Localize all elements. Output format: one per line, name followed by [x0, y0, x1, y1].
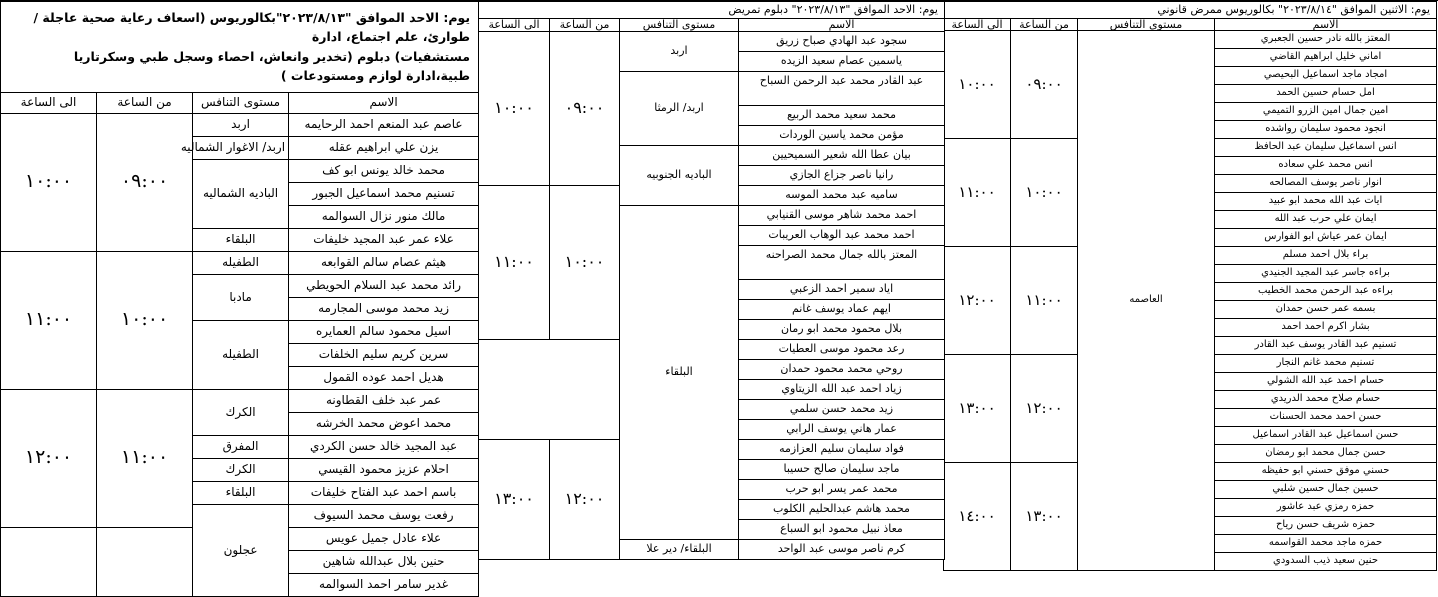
name-cell: اياد سمير احمد الزعبي — [739, 279, 945, 299]
from-cell: ١١:٠٠ — [1011, 247, 1078, 355]
name-cell: ايمان علي حرب عبد الله — [1215, 211, 1437, 229]
name-cell: محمد خالد يونس ابو كف — [289, 159, 479, 182]
name-cell: يزن علي ابراهيم عقله — [289, 136, 479, 159]
to-cell: ١٣:٠٠ — [944, 355, 1011, 463]
name-cell: بلال محمود محمد ابو رمان — [739, 319, 945, 339]
name-cell: عبد المجيد خالد حسن الكردي — [289, 435, 479, 458]
level-cell: اربد — [193, 113, 289, 136]
name-cell: حنين بلال عبدالله شاهين — [289, 550, 479, 573]
from-cell: ١٠:٠٠ — [1011, 139, 1078, 247]
level-cell: البلقاء/ دير علا — [620, 539, 739, 559]
from-cell: ١٠:٠٠ — [97, 251, 193, 389]
name-cell: حسين جمال حسين شلبي — [1215, 481, 1437, 499]
section-a-header-line1: يوم: الاحد الموافق "٢٠٢٣/٨/١٣"بكالوريوس (اسعاف رعاية صحية عاجلة / طوارئ، علم اجتماع، ادارة — [33, 10, 471, 45]
name-cell: احلام عزيز محمود القيسي — [289, 458, 479, 481]
name-cell: تسنيم محمد غانم النجار — [1215, 355, 1437, 373]
name-cell: حسن احمد محمد الحسنات — [1215, 409, 1437, 427]
name-cell: ايات عبد الله محمد ابو عبيد — [1215, 193, 1437, 211]
name-cell: فواد سليمان سليم العزازمه — [739, 439, 945, 459]
name-cell: كرم ناصر موسى عبد الواحد — [739, 539, 945, 559]
name-cell: بشار اكرم احمد احمد — [1215, 319, 1437, 337]
section-a-table — [0, 1, 479, 597]
name-cell: انوار ناصر يوسف المصالحه — [1215, 175, 1437, 193]
name-cell: رائد محمد عبد السلام الحويطي — [289, 274, 479, 297]
name-cell: ياسمين عصام سعيد الزيده — [739, 51, 945, 71]
name-cell: رفعت يوسف محمد السيوف — [289, 504, 479, 527]
col-to: الى الساعة — [479, 18, 550, 31]
section-a-header-line2: مستشفيات) دبلوم (تخدير وانعاش، احصاء وسجل طبي وسكرتاريا طبية،ادارة لوازم ومستودعات ) — [73, 48, 471, 84]
name-cell: بيان عطا الله شعير السميحيين — [739, 145, 945, 165]
name-cell: روحي محمد محمود حمدان — [739, 359, 945, 379]
to-cell: ١١:٠٠ — [944, 139, 1011, 247]
name-cell: علاء عادل جميل عويس — [289, 527, 479, 550]
col-level: مستوى التنافس — [1078, 18, 1215, 31]
to-cell: ١٠:٠٠ — [479, 31, 550, 185]
section-c-table — [943, 1, 1437, 571]
col-level: مستوى التنافس — [193, 92, 289, 113]
level-cell: الكرك — [193, 389, 289, 435]
name-cell: بسمه عمر حسن حمدان — [1215, 301, 1437, 319]
name-cell: هيثم عصام سالم القوابعه — [289, 251, 479, 274]
name-cell: حمزه ماجد محمد القواسمه — [1215, 535, 1437, 553]
name-cell: معاذ نبيل محمود ابو السباع — [739, 519, 945, 539]
name-cell: محمد اعوض محمد الخرشه — [289, 412, 479, 435]
name-cell: انس محمد علي سعاده — [1215, 157, 1437, 175]
level-cell: عجلون — [193, 504, 289, 596]
name-cell: اماني خليل ابراهيم القاضي — [1215, 49, 1437, 67]
col-name: الاسم — [739, 18, 945, 31]
name-cell: ايمان عمر عياش ابو الفوارس — [1215, 229, 1437, 247]
name-cell: زيد محمد حسن سلمي — [739, 399, 945, 419]
name-cell: محمد هاشم عبدالحليم الكلوب — [739, 499, 945, 519]
level-cell: العاصمه — [1078, 31, 1215, 571]
to-cell-empty — [1, 527, 97, 596]
name-cell: عمر عبد خلف القطاونه — [289, 389, 479, 412]
col-from: من الساعة — [1011, 18, 1078, 31]
to-cell: ١٤:٠٠ — [944, 463, 1011, 571]
from-cell: ٠٩:٠٠ — [550, 31, 620, 185]
from-cell: ٠٩:٠٠ — [1011, 31, 1078, 139]
section-a-header — [1, 2, 479, 93]
name-cell: حسام احمد عبد الله الشولي — [1215, 373, 1437, 391]
level-cell: البلقاء — [620, 205, 739, 539]
name-cell: انجود محمود سليمان رواشده — [1215, 121, 1437, 139]
name-cell: حسن جمال محمد ابو رمضان — [1215, 445, 1437, 463]
name-cell: مالك منور نزال السوالمه — [289, 205, 479, 228]
level-cell: اربد/ الرمثا — [620, 71, 739, 145]
name-cell: تسنيم عبد القادر يوسف عبد القادر — [1215, 337, 1437, 355]
name-cell: سجود عبد الهادي صباح زريق — [739, 31, 945, 51]
from-cell-empty — [97, 527, 193, 596]
name-cell: تسنيم محمد اسماعيل الجبور — [289, 182, 479, 205]
name-cell: المعتز بالله جمال محمد الصراحنه — [739, 245, 945, 279]
name-cell: هديل احمد عوده القمول — [289, 366, 479, 389]
to-cell: ١٢:٠٠ — [1, 389, 97, 527]
name-cell: اسيل محمود سالم العمايره — [289, 320, 479, 343]
name-cell: رانيا ناصر جزاع الجازي — [739, 165, 945, 185]
name-cell: حسام صلاح محمد الدريدي — [1215, 391, 1437, 409]
name-cell: براءه جاسر عبد المجيد الجنيدي — [1215, 265, 1437, 283]
name-cell: المعتز بالله نادر حسين الجعبري — [1215, 31, 1437, 49]
to-cell: ١٣:٠٠ — [479, 439, 550, 559]
level-cell: الطفيله — [193, 320, 289, 389]
name-cell: غدير سامر احمد السوالمه — [289, 573, 479, 596]
level-cell: اربد/ الاغوار الشماليه — [193, 136, 289, 159]
name-cell: عبد القادر محمد عبد الرحمن السباح — [739, 71, 945, 105]
col-name: الاسم — [289, 92, 479, 113]
name-cell: ماجد سليمان صالح حسيبا — [739, 459, 945, 479]
section-b-table — [478, 1, 945, 560]
name-cell: حمزه شريف حسن رياح — [1215, 517, 1437, 535]
to-cell: ١٢:٠٠ — [944, 247, 1011, 355]
name-cell: باسم احمد عبد الفتاح خليفات — [289, 481, 479, 504]
name-cell: زيد محمد موسى المجارمه — [289, 297, 479, 320]
from-cell: ١٢:٠٠ — [550, 439, 620, 559]
name-cell: زياد احمد عبد الله الزيتاوي — [739, 379, 945, 399]
name-cell: حسني موفق حسني ابو حفيظه — [1215, 463, 1437, 481]
name-cell: علاء عمر عبد المجيد خليفات — [289, 228, 479, 251]
level-cell: الكرك — [193, 458, 289, 481]
level-cell: المفرق — [193, 435, 289, 458]
section-c-header: يوم: الاثنين الموافق "٢٠٢٣/٨/١٤" بكالوريوس ممرض قانوني — [944, 2, 1437, 19]
name-cell: امل حسام حسين الحمد — [1215, 85, 1437, 103]
from-cell: ١٣:٠٠ — [1011, 463, 1078, 571]
name-cell: عاصم عبد المنعم احمد الرحايمه — [289, 113, 479, 136]
from-cell: ١١:٠٠ — [97, 389, 193, 527]
name-cell: براءه عبد الرحمن محمد الخطيب — [1215, 283, 1437, 301]
col-to: الى الساعة — [1, 92, 97, 113]
name-cell: امجاد ماجد اسماعيل البحيصي — [1215, 67, 1437, 85]
from-cell: ١٢:٠٠ — [1011, 355, 1078, 463]
col-from: من الساعة — [97, 92, 193, 113]
col-from: من الساعة — [550, 18, 620, 31]
level-cell: البلقاء — [193, 481, 289, 504]
section-b-header: يوم: الاحد الموافق "٢٠٢٣/٨/١٣" دبلوم تمريض — [479, 2, 945, 19]
name-cell: براء بلال احمد مسلم — [1215, 247, 1437, 265]
to-cell: ١١:٠٠ — [1, 251, 97, 389]
name-cell: انس اسماعيل سليمان عبد الحافظ — [1215, 139, 1437, 157]
level-cell: مادبا — [193, 274, 289, 320]
level-cell: البلقاء — [193, 228, 289, 251]
col-to: الى الساعة — [944, 18, 1011, 31]
from-cell: ٠٩:٠٠ — [97, 113, 193, 251]
to-cell: ١٠:٠٠ — [1, 113, 97, 251]
level-cell: الباديه الشماليه — [193, 159, 289, 228]
name-cell: ساميه عبد محمد الموسه — [739, 185, 945, 205]
col-name: الاسم — [1215, 18, 1437, 31]
name-cell: امين جمال امين الزرو التميمي — [1215, 103, 1437, 121]
level-cell: الباديه الجنوبيه — [620, 145, 739, 205]
col-level: مستوى التنافس — [620, 18, 739, 31]
to-cell: ١٠:٠٠ — [944, 31, 1011, 139]
name-cell: مؤمن محمد ياسين الوردات — [739, 125, 945, 145]
name-cell: حنين سعيد ذيب السدودي — [1215, 553, 1437, 571]
name-cell: ايهم عماد يوسف غانم — [739, 299, 945, 319]
name-cell: حسن اسماعيل عبد القادر اسماعيل — [1215, 427, 1437, 445]
name-cell: احمد محمد عبد الوهاب العريبات — [739, 225, 945, 245]
to-cell: ١١:٠٠ — [479, 185, 550, 339]
name-cell: عمار هاني يوسف الرابي — [739, 419, 945, 439]
name-cell: محمد عمر يسر ابو حرب — [739, 479, 945, 499]
name-cell: رعد محمود موسى العطيات — [739, 339, 945, 359]
level-cell: الطفيله — [193, 251, 289, 274]
name-cell: سرين كريم سليم الخلفات — [289, 343, 479, 366]
name-cell: محمد سعيد محمد الربيع — [739, 105, 945, 125]
name-cell: احمد محمد شاهر موسى القنيابي — [739, 205, 945, 225]
level-cell: اربد — [620, 31, 739, 71]
name-cell: حمزه رمزي عبد عاشور — [1215, 499, 1437, 517]
from-cell: ١٠:٠٠ — [550, 185, 620, 339]
